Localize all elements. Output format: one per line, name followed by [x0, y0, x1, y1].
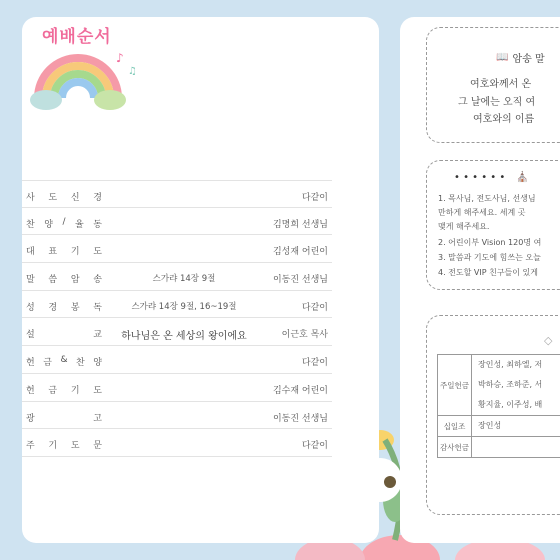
table-row	[22, 291, 332, 319]
order-content: 스가랴 14장 9절	[152, 274, 216, 285]
table-row	[438, 355, 560, 416]
order-content: 스가랴 14장 9절, 16~19절	[131, 301, 237, 312]
offering-table	[437, 354, 560, 458]
order-item: 대 표 기 도	[26, 247, 102, 258]
order-person: 이근호 목사	[281, 330, 328, 341]
order-person: 이동진 선생님	[272, 275, 328, 286]
news-line: 맺게 해주세요.	[438, 222, 490, 231]
table-row	[22, 374, 332, 402]
verse-line: 그 날에는 오직 여	[458, 97, 536, 108]
offering-label: 주일헌금	[438, 355, 472, 416]
church-icon: ⛪	[516, 172, 529, 183]
order-item: 광 고	[26, 413, 102, 424]
order-item: 헌 금 기 도	[26, 385, 102, 396]
news-line: 3. 말씀과 기도에 힘쓰는 오늘	[438, 253, 541, 262]
order-person: 김성재 어린이	[272, 247, 328, 258]
order-person: 다같이	[301, 441, 328, 452]
news-line: 2. 어린이부 Vision 120명 여	[438, 238, 542, 247]
verse-header: 📖 암송 말	[496, 52, 545, 65]
verse-line: 여호와의 이름	[473, 114, 535, 125]
offering-names: 장인성	[472, 416, 560, 437]
table-row	[22, 402, 332, 430]
order-person: 다같이	[301, 193, 328, 203]
book-icon: 📖	[496, 52, 509, 63]
svg-text:♫: ♫	[128, 66, 137, 77]
order-person: 다같이	[301, 302, 328, 313]
news-line: 1. 목사님, 전도사님, 선생님	[438, 194, 536, 203]
offering-names: 장인성, 최하엘, 저 박하승, 조하준, 서 황지율, 이주성, 배	[472, 355, 560, 416]
table-row	[438, 437, 560, 458]
news-line: 만하게 해주세요. 세계 곳	[438, 208, 526, 217]
svg-text:♪: ♪	[116, 51, 124, 65]
order-person: 김수재 어린이	[272, 385, 328, 396]
table-row	[22, 346, 332, 374]
order-item: 말 씀 암 송	[26, 275, 102, 286]
worship-order-table	[22, 180, 332, 457]
table-row	[22, 235, 332, 263]
offering-label: 감사헌금	[438, 437, 472, 458]
order-item: 사 도 신 경	[26, 193, 102, 203]
verse-line: 여호와께서 온	[470, 79, 532, 90]
table-row	[22, 318, 332, 346]
news-header: • • • • • • ⛪	[454, 172, 529, 183]
order-person: 다같이	[301, 358, 328, 369]
page-title: 예배순서	[42, 27, 112, 47]
table-row	[22, 263, 332, 291]
offering-label: 십일조	[438, 416, 472, 437]
order-content: 하나님은 온 세상의 왕이에요	[121, 331, 247, 343]
news-line: 4. 전도할 VIP 친구들이 있게	[438, 268, 539, 277]
order-item: 성 경 봉 독	[26, 302, 102, 313]
table-row	[438, 416, 560, 437]
diamond-icon: ◇	[544, 334, 553, 347]
table-row	[22, 208, 332, 236]
table-row	[22, 429, 332, 457]
order-item: 찬 양 / 율 동	[26, 216, 102, 230]
table-row	[22, 180, 332, 208]
order-item: 설 교	[26, 330, 102, 341]
order-item: 헌 금 & 찬 양	[26, 355, 102, 369]
order-item: 주 기 도 문	[26, 441, 102, 452]
offering-names	[472, 437, 560, 458]
order-person: 김명희 선생님	[272, 219, 328, 230]
order-person: 이동진 선생님	[272, 413, 328, 424]
